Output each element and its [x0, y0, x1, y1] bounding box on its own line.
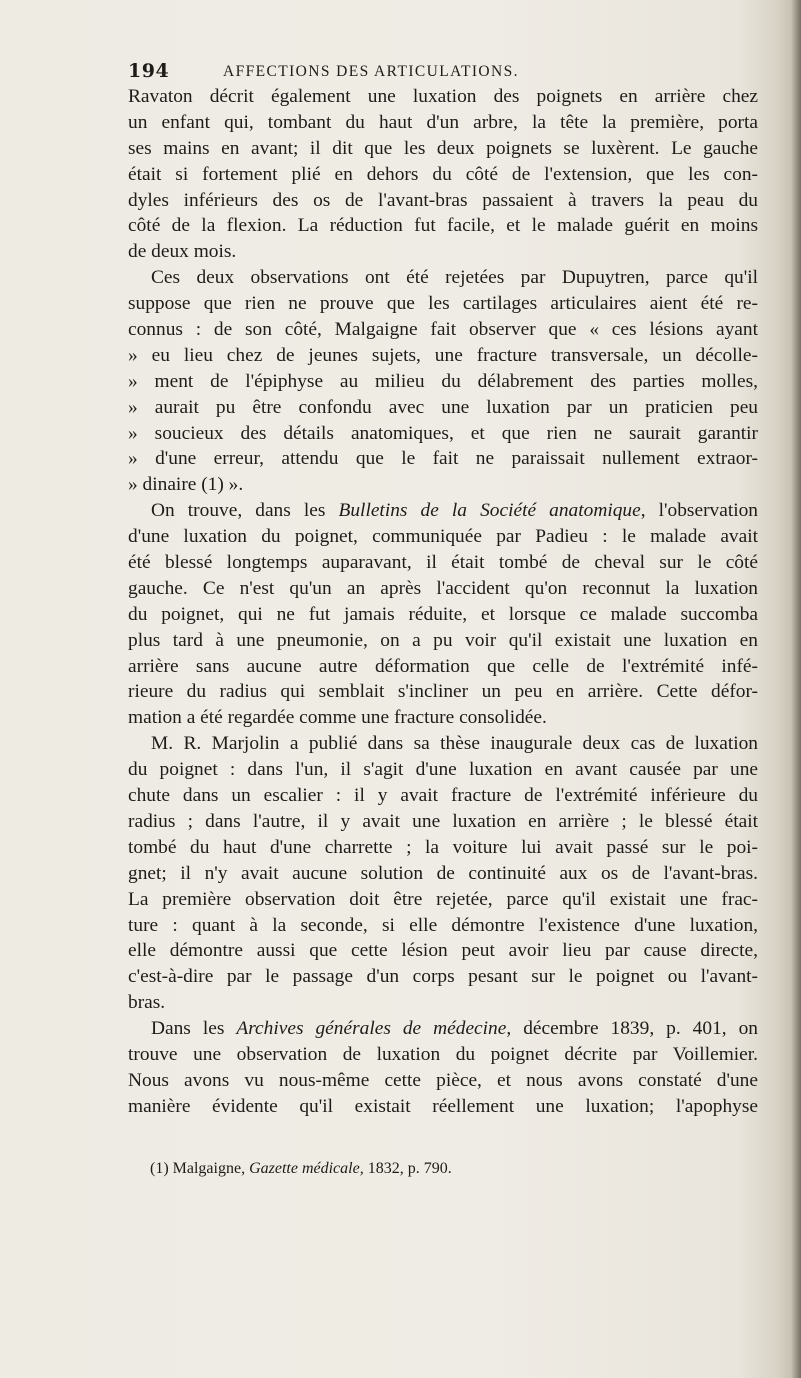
text-line: » dinaire (1) ». [128, 474, 244, 496]
text-line: Nous avons vu nous-même cette pièce, et nous avons constaté d'une [128, 1069, 758, 1091]
text-line: manière évidente qu'il existait réellement une luxation; l'apophyse [128, 1095, 758, 1117]
footnote-journal: Gazette médicale, [249, 1160, 364, 1177]
text-line: ses mains en avant; il dit que les deux poignets se luxèrent. Le gauche [128, 137, 758, 159]
text-line-with-italic: On trouve, dans les Bulletins de la Société anatomique, l'observation [151, 500, 758, 522]
text-line: arrière sans aucune autre déformation que celle de l'extrémité infé- [128, 655, 758, 677]
text-line: rieure du radius qui semblait s'incliner un peu en arrière. Cette défor- [128, 681, 758, 703]
text-line: connus : de son côté, Malgaigne fait observer que « ces lésions ayant [128, 319, 758, 341]
text-line: bras. [128, 992, 166, 1014]
text-line: radius ; dans l'autre, il y avait une luxation en arrière ; le blessé était [128, 810, 758, 832]
footnote-marker: (1) [150, 1160, 169, 1177]
text-line: tombé du haut d'une charrette ; la voiture lui avait passé sur le poi- [128, 836, 758, 858]
italic-title-bulletins: Bulletins de la Société anatomique [338, 500, 641, 522]
text-line: un enfant qui, tombant du haut d'un arbre, la tête la première, porta [128, 111, 758, 133]
footnote-citation: 1832, p. 790. [367, 1160, 452, 1177]
text-line: gnet; il n'y avait aucune solution de continuité aux os de l'avant-bras. [128, 862, 758, 884]
text-line: trouve une observation de luxation du poignet décrite par Voillemier. [128, 1043, 758, 1065]
text-line: été blessé longtemps auparavant, il était tombé de cheval sur le côté [128, 552, 758, 574]
text-line: dyles inférieurs des os de l'avant-bras passaient à travers la peau du [128, 189, 758, 211]
text-line-with-italic: Dans les Archives générales de médecine, décembre 1839, p. 401, on [151, 1018, 758, 1040]
italic-title-archives: Archives générales de médecine [236, 1018, 507, 1040]
text-line: suppose que rien ne prouve que les cartilages articulaires aient été re- [128, 293, 758, 315]
footnote-author: Malgaigne, [172, 1160, 246, 1177]
text-line: » d'une erreur, attendu que le fait ne paraissait nullement extraor- [128, 448, 758, 470]
text-line: chute dans un escalier : il y avait fracture de l'extrémité inférieure du [128, 785, 758, 807]
text-line: du poignet : dans l'un, il s'agit d'une luxation en avant causée par une [128, 759, 758, 781]
text-line: » aurait pu être confondu avec une luxation par un praticien peu [128, 396, 758, 418]
text-line: M. R. Marjolin a publié dans sa thèse inaugurale deux cas de luxation [151, 733, 758, 755]
text-line: de deux mois. [128, 241, 237, 263]
text-line: était si fortement plié en dehors du côté de l'extension, que les con- [128, 163, 758, 185]
page-header [128, 60, 728, 86]
text-line: ture : quant à la seconde, si elle démontre l'existence d'une luxation, [128, 914, 758, 936]
text-line: » eu lieu chez de jeunes sujets, une fracture transversale, un décolle- [128, 344, 758, 366]
text-line: c'est-à-dire par le passage d'un corps pesant sur le poignet ou l'avant- [128, 966, 758, 988]
page-edge-shadow [791, 0, 801, 1378]
text-line: » ment de l'épiphyse au milieu du délabrement des parties molles, [128, 370, 758, 392]
text-line: La première observation doit être rejetée, parce qu'il existait une frac- [128, 888, 758, 910]
text-line: plus tard à une pneumonie, on a pu voir qu'il existait une luxation en [128, 629, 758, 651]
text-line: Ces deux observations ont été rejetées par Dupuytren, parce qu'il [151, 267, 758, 289]
text-line: » soucieux des détails anatomiques, et que rien ne saurait garantir [128, 422, 758, 444]
text-line: Ravaton décrit également une luxation des poignets en arrière chez [128, 86, 758, 107]
running-title: AFFECTIONS DES ARTICULATIONS. [223, 63, 519, 80]
text-line: côté de la flexion. La réduction fut facile, et le malade guérit en moins [128, 215, 758, 237]
body-text [128, 84, 758, 1120]
page-number: 194 [128, 60, 170, 82]
text-line: du poignet, qui ne fut jamais réduite, et lorsque ce malade succomba [128, 603, 758, 625]
text-line: elle démontre aussi que cette lésion peut avoir lieu par cause directe, [128, 940, 758, 962]
footnote [150, 1160, 710, 1178]
text-line: gauche. Ce n'est qu'un an après l'accident qu'on reconnut la luxation [128, 577, 758, 599]
text-line: mation a été regardée comme une fracture consolidée. [128, 707, 547, 729]
text-line: d'une luxation du poignet, communiquée par Padieu : le malade avait [128, 526, 758, 548]
